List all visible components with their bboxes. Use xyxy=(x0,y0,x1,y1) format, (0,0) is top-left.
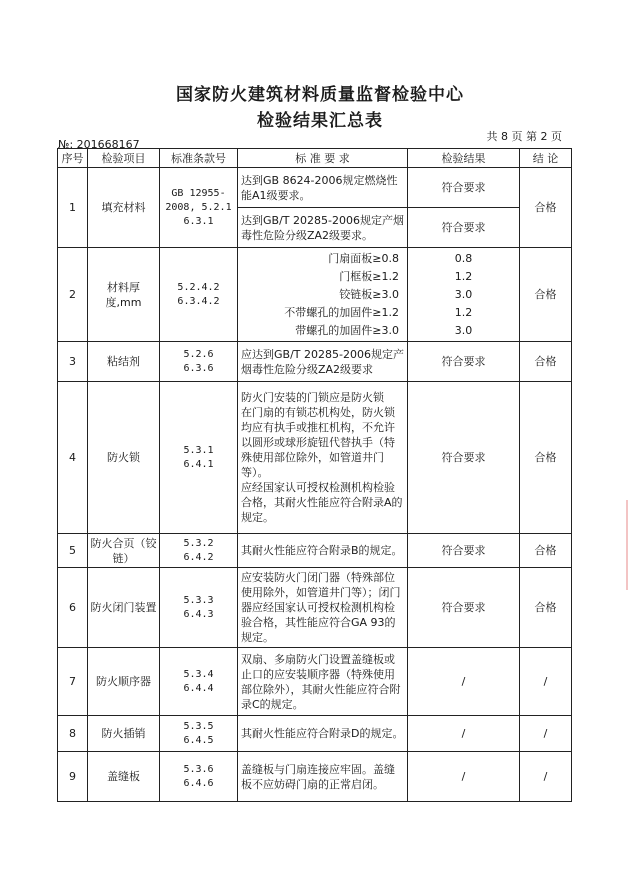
row-result: 符合要求 xyxy=(408,342,520,382)
row-conclusion: 合格 xyxy=(520,342,572,382)
row-conclusion: 合格 xyxy=(520,568,572,648)
row-item: 防火插销 xyxy=(88,716,160,752)
row-result: 符合要求 xyxy=(408,382,520,534)
clause-a: 5.2.4.2 xyxy=(177,281,220,293)
row-result: 符合要求 xyxy=(408,568,520,648)
table-row xyxy=(58,568,572,648)
row-conclusion: / xyxy=(520,752,572,802)
row-requirement: 应安装防火门闭门器（特殊部位使用除外，如管道井门等）；闭门器应经国家认可授权检测机构检验合格，其性能应符合GA 93的规定。 xyxy=(238,568,408,648)
row-no: 1 xyxy=(58,168,88,248)
subresult: 1.2 xyxy=(454,305,473,319)
row-clause xyxy=(160,248,238,342)
row-requirement: 其耐火性能应符合附录B的规定。 xyxy=(238,534,408,568)
table-header-row xyxy=(58,149,572,168)
table-row xyxy=(58,342,572,382)
clause-a: 5.2.6 xyxy=(183,348,214,360)
row-clause xyxy=(160,534,238,568)
clause-b: 6.4.2 xyxy=(183,551,214,563)
clause-a: 5.3.2 xyxy=(183,537,214,549)
clause-b: 6.4.5 xyxy=(183,734,214,746)
row-clause xyxy=(160,342,238,382)
clause-b: 6.3.1 xyxy=(183,215,214,227)
row-no: 3 xyxy=(58,342,88,382)
subresult: 1.2 xyxy=(454,269,473,283)
row-clause xyxy=(160,648,238,716)
table-row xyxy=(58,648,572,716)
col-header-requirement: 标 准 要 求 xyxy=(238,149,408,168)
col-header-no: 序号 xyxy=(58,149,88,168)
row-result: 符合要求 xyxy=(408,208,520,248)
row-conclusion: 合格 xyxy=(520,248,572,342)
report-title: 国家防火建筑材料质量监督检验中心 xyxy=(176,85,464,105)
clause-a: 5.3.3 xyxy=(183,594,214,606)
document-number: №: 201668167 xyxy=(58,138,140,151)
col-header-result: 检验结果 xyxy=(408,149,520,168)
row-requirement: 达到GB 8624-2006规定燃烧性能A1级要求。 xyxy=(238,168,408,208)
row-requirement: 应达到GB/T 20285-2006规定产烟毒性危险分级ZA2级要求 xyxy=(238,342,408,382)
row-no: 2 xyxy=(58,248,88,342)
row-result: / xyxy=(408,648,520,716)
row-requirement: 达到GB/T 20285-2006规定产烟毒性危险分级ZA2级要求。 xyxy=(238,208,408,248)
col-header-clause: 标准条款号 xyxy=(160,149,238,168)
clause-b: 6.4.6 xyxy=(183,777,214,789)
row-requirement: 双扇、多扇防火门设置盖缝板或止口的应安装顺序器（特殊使用部位除外），其耐火性能应符合附录C的规定。 xyxy=(238,648,408,716)
row-item: 材料厚度,mm xyxy=(88,248,160,342)
row-result: 符合要求 xyxy=(408,534,520,568)
row-clause xyxy=(160,568,238,648)
row-no: 4 xyxy=(58,382,88,534)
row-conclusion: 合格 xyxy=(520,534,572,568)
table-row xyxy=(58,752,572,802)
row-conclusion: / xyxy=(520,648,572,716)
row-no: 9 xyxy=(58,752,88,802)
clause-a: GB 12955-2008, 5.2.1 xyxy=(165,187,232,213)
row-requirement xyxy=(238,248,408,342)
row-item: 防火闭门装置 xyxy=(88,568,160,648)
row-item: 防火合页（铰链） xyxy=(88,534,160,568)
clause-b: 6.3.4.2 xyxy=(177,295,220,307)
row-item: 防火锁 xyxy=(88,382,160,534)
subrequirement: 带螺孔的加固件≥3.0 xyxy=(295,323,399,337)
row-item: 填充材料 xyxy=(88,168,160,248)
row-result: / xyxy=(408,752,520,802)
clause-b: 6.4.3 xyxy=(183,608,214,620)
row-item: 防火顺序器 xyxy=(88,648,160,716)
row-requirement: 其耐火性能应符合附录D的规定。 xyxy=(238,716,408,752)
subrequirement: 门扇面板≥0.8 xyxy=(328,251,399,265)
col-header-item: 检验项目 xyxy=(88,149,160,168)
subrequirement: 门框板≥1.2 xyxy=(339,269,399,283)
subresult: 3.0 xyxy=(454,287,473,301)
row-no: 8 xyxy=(58,716,88,752)
report-subtitle: 检验结果汇总表 xyxy=(257,111,383,131)
row-conclusion: / xyxy=(520,716,572,752)
row-item: 粘结剂 xyxy=(88,342,160,382)
row-clause xyxy=(160,716,238,752)
row-requirement: 盖缝板与门扇连接应牢固。盖缝板不应妨碍门扇的正常启闭。 xyxy=(238,752,408,802)
clause-a: 5.3.1 xyxy=(183,444,214,456)
table-row xyxy=(58,382,572,534)
row-conclusion: 合格 xyxy=(520,168,572,248)
row-no: 5 xyxy=(58,534,88,568)
row-result xyxy=(408,248,520,342)
table-row xyxy=(58,248,572,342)
page-indicator: 共 8 页 第 2 页 xyxy=(486,130,562,143)
requirement-part: 应经国家认可授权检测机构检验合格，其耐火性能应符合附录A的规定。 xyxy=(241,481,403,524)
seal-stamp-edge xyxy=(626,500,640,590)
results-table xyxy=(57,148,572,802)
clause-b: 6.4.1 xyxy=(183,458,214,470)
clause-a: 5.3.6 xyxy=(183,763,214,775)
subresult: 3.0 xyxy=(454,323,473,337)
col-header-conclusion: 结 论 xyxy=(520,149,572,168)
row-no: 7 xyxy=(58,648,88,716)
subrequirement: 铰链板≥3.0 xyxy=(339,287,399,301)
requirement-part: 在门扇的有锁芯机构处，防火锁均应有执手或推杠机构，不允许以圆形或球形旋钮代替执手（特殊使用部位除外，如管道井门等）。 xyxy=(241,406,395,479)
row-conclusion: 合格 xyxy=(520,382,572,534)
clause-b: 6.4.4 xyxy=(183,682,214,694)
row-no: 6 xyxy=(58,568,88,648)
row-item: 盖缝板 xyxy=(88,752,160,802)
clause-a: 5.3.4 xyxy=(183,668,214,680)
clause-a: 5.3.5 xyxy=(183,720,214,732)
clause-b: 6.3.6 xyxy=(183,362,214,374)
row-clause xyxy=(160,168,238,248)
subresult: 0.8 xyxy=(454,251,473,265)
row-result: / xyxy=(408,716,520,752)
table-row xyxy=(58,716,572,752)
table-row xyxy=(58,168,572,208)
table-row xyxy=(58,534,572,568)
row-clause xyxy=(160,382,238,534)
requirement-part: 防火门安装的门锁应是防火锁 xyxy=(241,391,384,404)
row-requirement xyxy=(238,382,408,534)
subrequirement: 不带螺孔的加固件≥1.2 xyxy=(284,305,399,319)
row-result: 符合要求 xyxy=(408,168,520,208)
row-clause xyxy=(160,752,238,802)
